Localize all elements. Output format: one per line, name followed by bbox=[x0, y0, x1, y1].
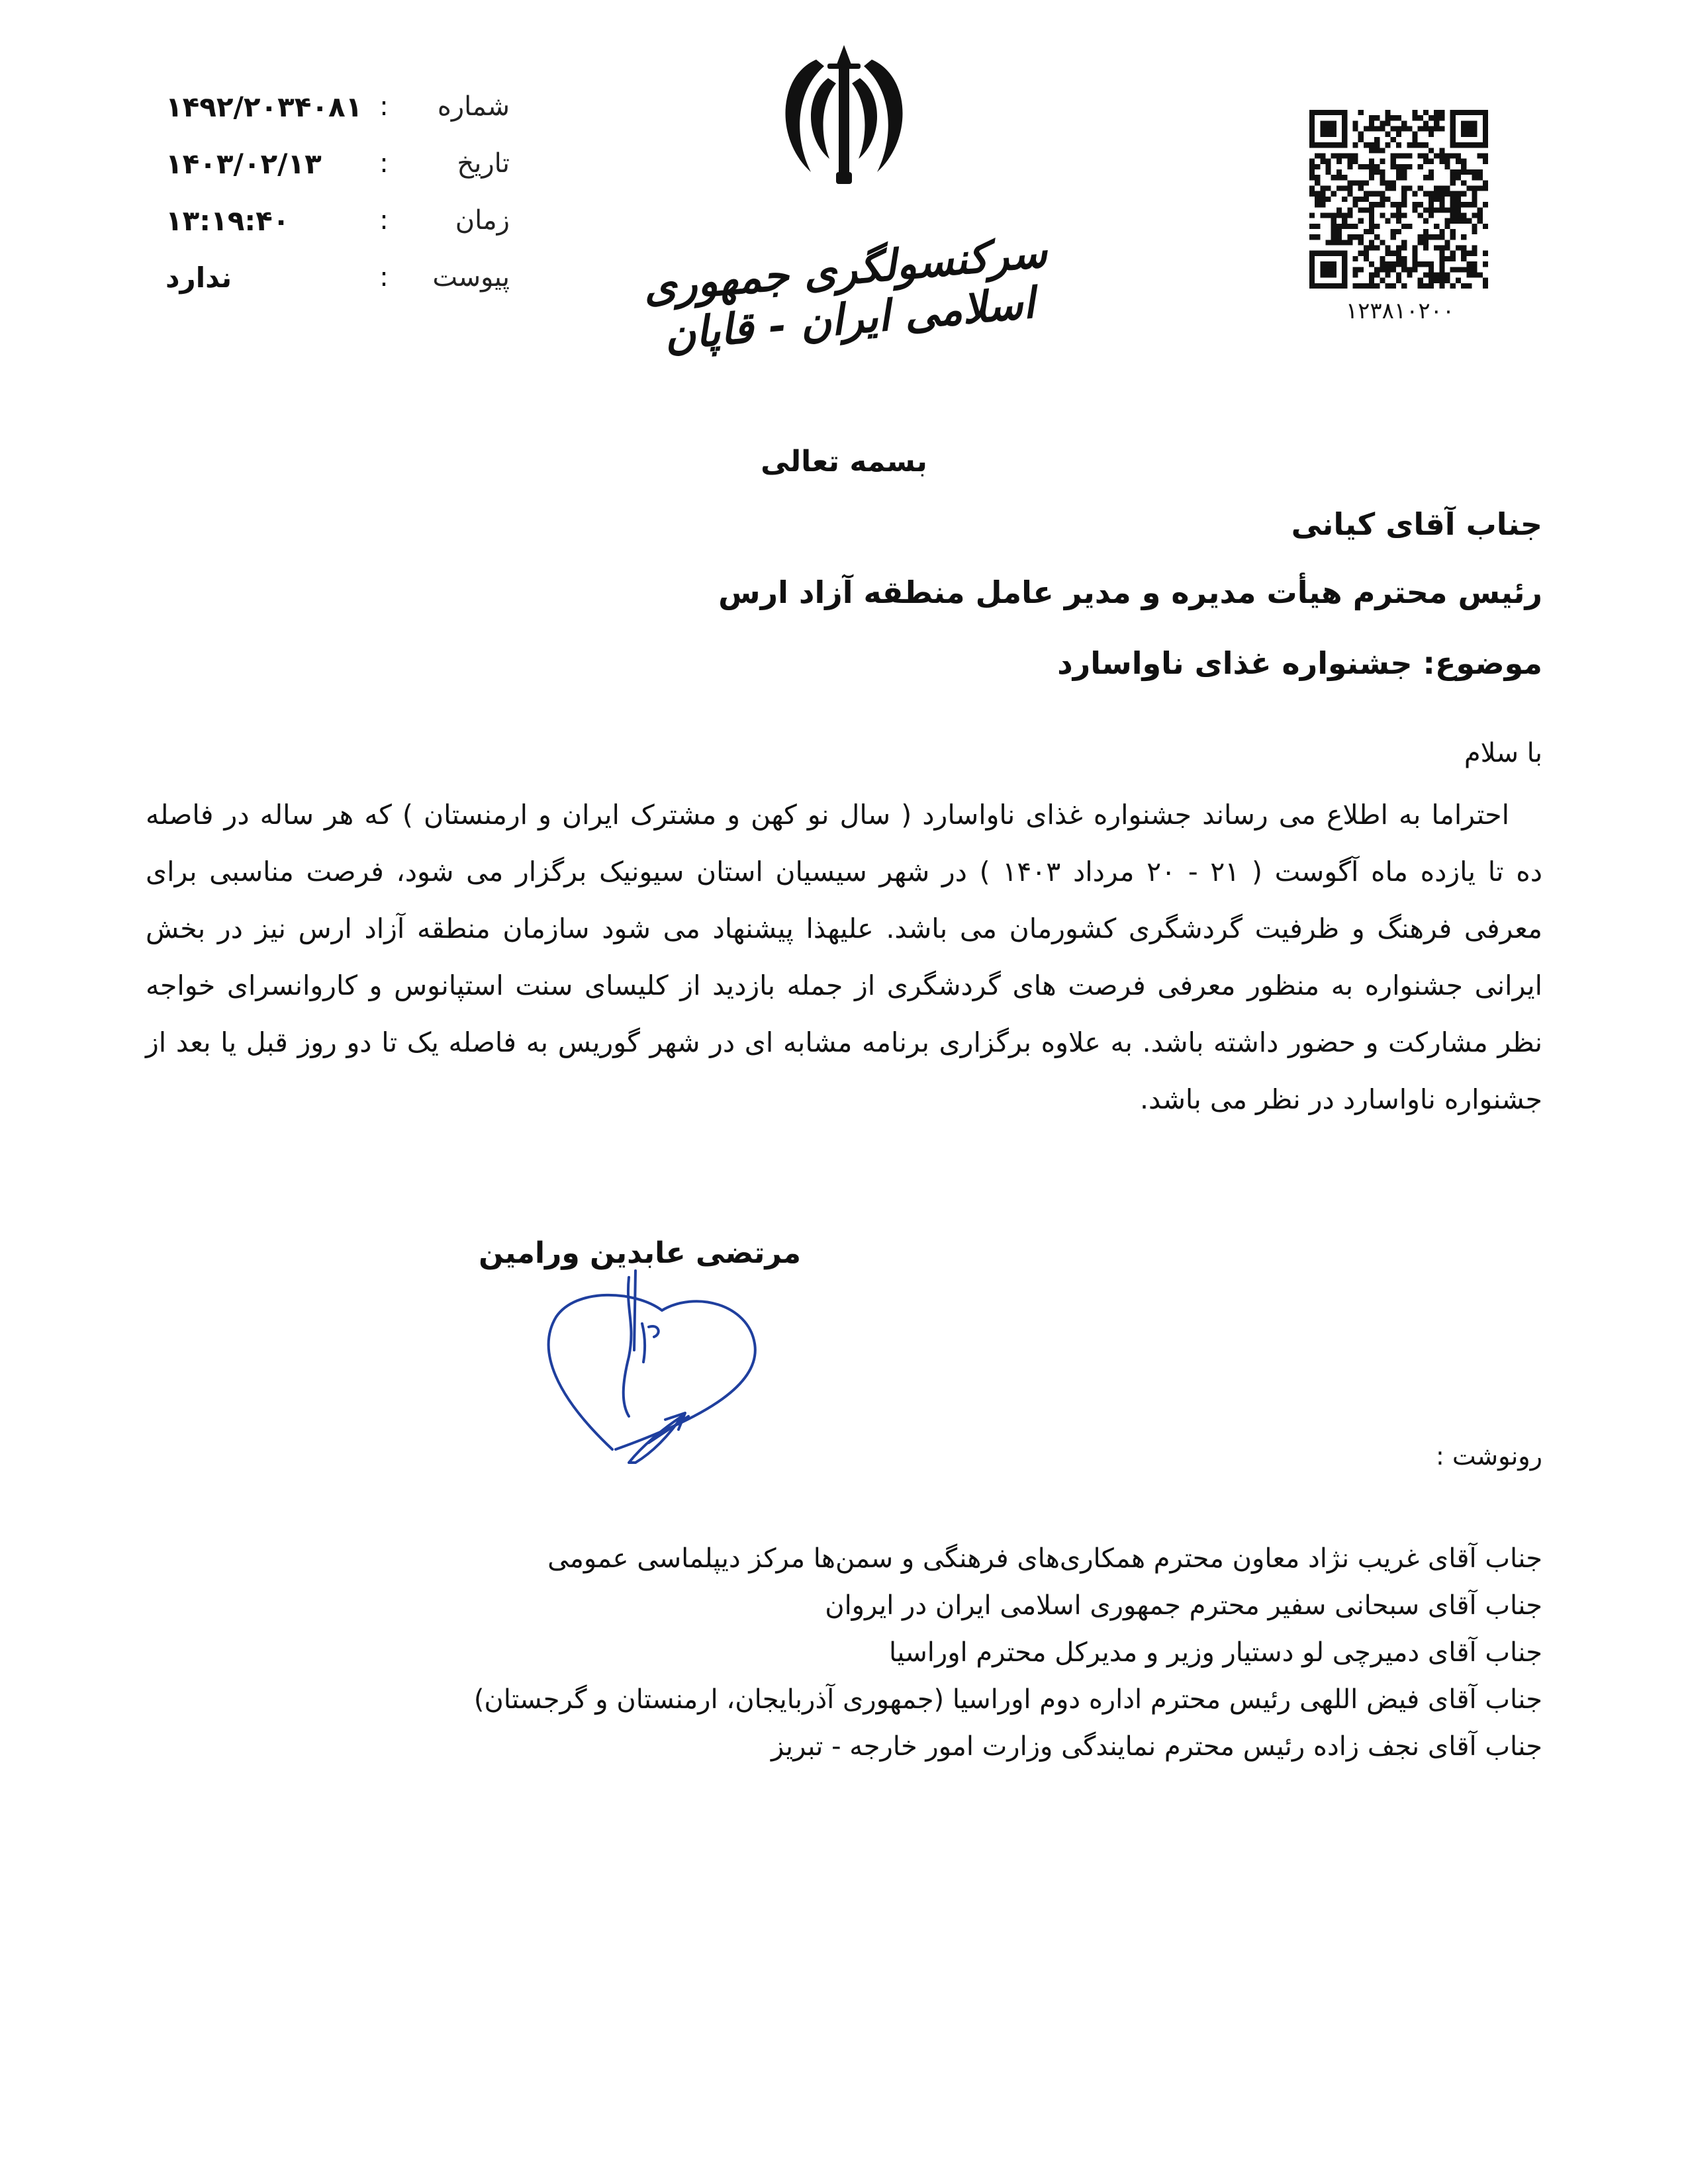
colon: : bbox=[379, 262, 389, 293]
handwritten-signature bbox=[530, 1251, 781, 1476]
basmala: بسمه تعالی bbox=[761, 445, 927, 478]
colon: : bbox=[379, 205, 389, 236]
letter-meta bbox=[165, 78, 510, 306]
signer-name: مرتضی عابدین ورامین bbox=[479, 1236, 801, 1270]
body-line: معرفی فرهنگ و ظرفیت گردشگری کشورمان می باشد. علیهذا پیشنهاد می شود سازمان منطقه آزاد ارس نیز در بخش bbox=[146, 913, 1542, 944]
number-value: ۱۴۹۲/۲۰۳۴۰۸۱ bbox=[165, 90, 363, 123]
body-line: ده تا یازده ماه آگوست ( ۲۱ - ۲۰ مرداد ۱۴۰۳ ) در شهر سیسیان استان سیونیک برگزار می شود، فرصت مناسبی برای bbox=[146, 856, 1542, 887]
meta-date-row bbox=[165, 135, 510, 192]
date-label: تاریخ bbox=[457, 148, 510, 179]
copy-recipient: جناب آقای سبحانی سفیر محترم جمهوری اسلامی ایران در ایروان bbox=[825, 1590, 1542, 1621]
copy-recipient: جناب آقای فیض اللهی رئیس محترم اداره دوم اوراسیا (جمهوری آذربایجان، ارمنستان و گرجستان) bbox=[473, 1684, 1542, 1715]
subject-line: موضوع: جشنواره غذای ناواسارد bbox=[1057, 645, 1542, 681]
meta-number-row bbox=[165, 78, 510, 135]
colon: : bbox=[379, 91, 389, 122]
qr-code-icon bbox=[1309, 110, 1488, 289]
date-value: ۱۴۰۳/۰۲/۱۳ bbox=[165, 147, 322, 180]
recipient-name: جناب آقای کیانی bbox=[1291, 506, 1542, 542]
copy-recipient: جناب آقای دمیرچی لو دستیار وزیر و مدیرکل محترم اوراسیا bbox=[889, 1637, 1542, 1668]
time-value: ۱۳:۱۹:۴۰ bbox=[165, 204, 290, 237]
salutation: با سلام bbox=[1464, 738, 1542, 768]
recipient-title: رئیس محترم هیأت مدیره و مدیر عامل منطقه آزاد ارس bbox=[718, 574, 1542, 610]
organization-title: سرکنسولگری جمهوری اسلامی ایران - قاپان bbox=[641, 227, 1049, 361]
body-line: ایرانی جشنواره به منظور معرفی فرصت های گردشگری از جمله بازدید از کلیسای سنت استپانوس و کاروانسرای خواجه bbox=[146, 970, 1542, 1001]
copies-label: رونوشت : bbox=[1436, 1441, 1542, 1471]
meta-attachment-row bbox=[165, 249, 510, 306]
letter-body bbox=[146, 786, 1542, 1128]
meta-time-row bbox=[165, 192, 510, 249]
time-label: زمان bbox=[455, 205, 510, 236]
body-line: احتراما به اطلاع می رساند جشنواره غذای ناواسارد ( سال نو کهن و مشترک ایران و ارمنستان ) که هر ساله در فاصله bbox=[146, 799, 1509, 831]
number-label: شماره bbox=[437, 91, 510, 122]
body-line: نظر مشارکت و حضور داشته باشد. به علاوه برگزاری برنامه مشابه ای در شهر گوریس به فاصله یک تا دو روز قبل یا بعد از bbox=[146, 1026, 1542, 1058]
attachment-label: پیوست bbox=[432, 262, 510, 293]
qr-number: ۱۲۳۸۱۰۲۰۰ bbox=[1345, 298, 1455, 324]
body-line: جشنواره ناواسارد در نظر می باشد. bbox=[1140, 1083, 1542, 1115]
iran-emblem-icon bbox=[765, 40, 923, 192]
colon: : bbox=[379, 148, 389, 179]
copies-list bbox=[86, 1535, 1542, 1770]
attachment-value: ندارد bbox=[165, 261, 232, 294]
copy-recipient: جناب آقای نجف زاده رئیس محترم نمایندگی وزارت امور خارجه - تبریز bbox=[771, 1731, 1542, 1762]
copy-recipient: جناب آقای غریب نژاد معاون محترم همکاری‌های فرهنگی و سمن‌ها مرکز دیپلماسی عمومی bbox=[547, 1543, 1542, 1574]
